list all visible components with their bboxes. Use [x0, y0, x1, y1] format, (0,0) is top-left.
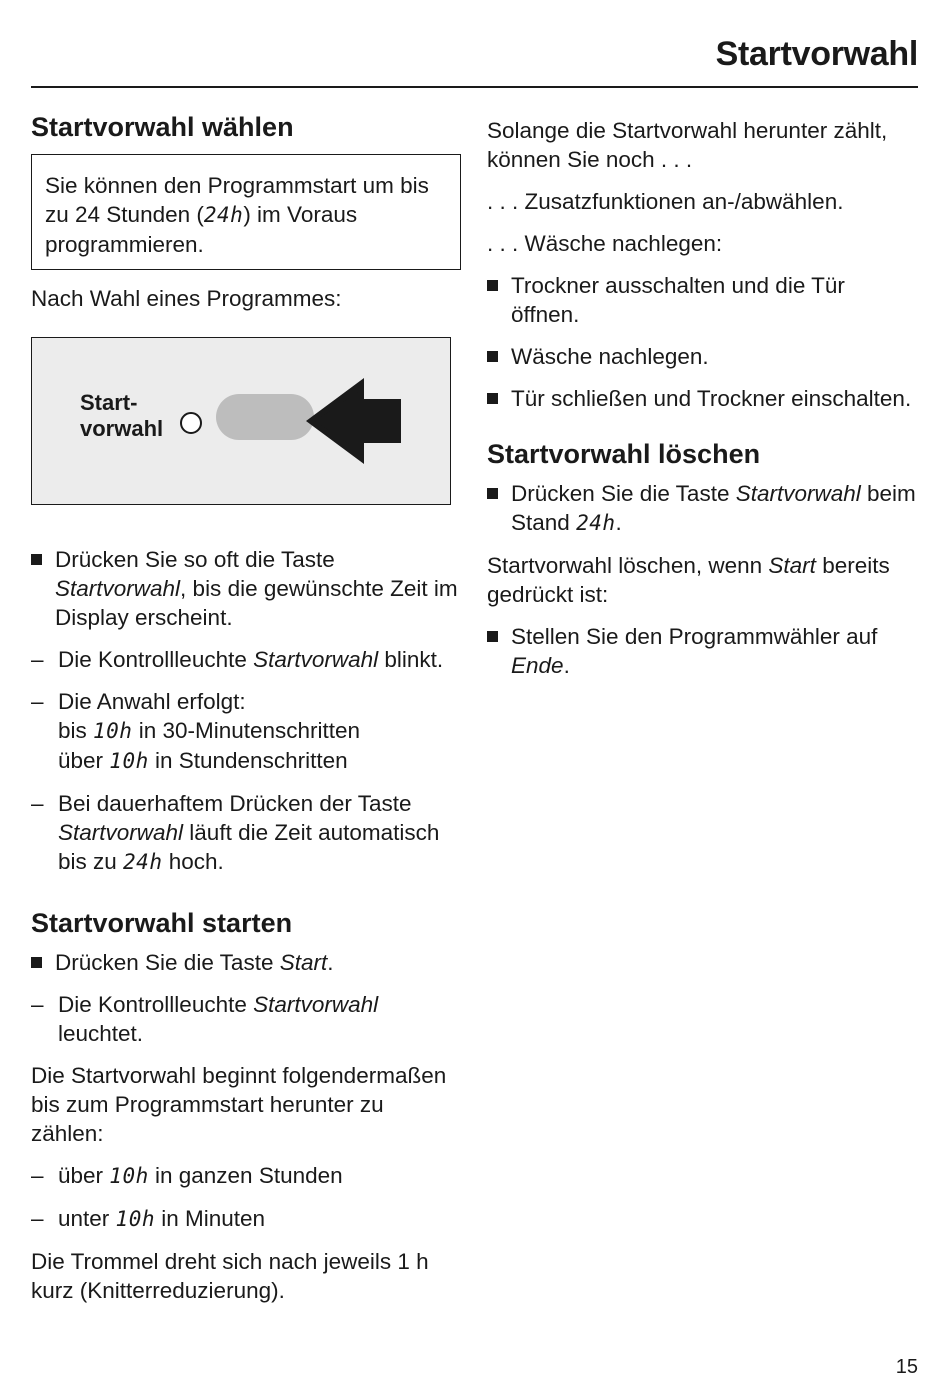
body-text: . . . Zusatzfunktionen an-/abwählen. — [487, 189, 844, 214]
list-item: Trockner ausschalten und die Tür öffnen. — [487, 271, 919, 329]
page-header — [31, 28, 918, 88]
page-title: Startvorwahl — [715, 35, 918, 73]
page-number: 15 — [895, 1356, 918, 1378]
body-text: Startvorwahl löschen, wenn Start bereits gedrückt ist: — [487, 553, 890, 607]
list-item: – Bei dauerhaftem Drücken der Taste Startvorwahl läuft die Zeit automatisch bis zu 24h hoch. — [31, 789, 461, 877]
list-item: Drücken Sie die Taste Startvorwahl beim Stand 24h. — [487, 479, 919, 538]
info-box-text: Sie können den Programmstart um bis zu 24 Stunden (24h) im Voraus programmieren. — [45, 173, 429, 257]
intro-text: Nach Wahl eines Programmes: — [31, 286, 342, 311]
body-text: Solange die Startvorwahl herunter zählt, können Sie noch . . . — [487, 118, 888, 172]
section-heading-delete: Startvorwahl löschen — [487, 439, 761, 469]
list-item: – unter 10h in Minuten — [31, 1204, 461, 1234]
display-code: 10h — [109, 749, 149, 773]
list-item: – Die Kontrollleuchte Startvorwahl leuchtet. — [31, 990, 461, 1048]
list-item: – Die Kontrollleuchte Startvorwahl blinkt. — [31, 645, 461, 674]
list-item: Stellen Sie den Programmwähler auf Ende. — [487, 622, 919, 680]
list-item: – über 10h in ganzen Stunden — [31, 1161, 461, 1191]
section-heading-start: Startvorwahl starten — [31, 908, 293, 938]
list-item: Drücken Sie so oft die Taste Startvorwahl, bis die gewünschte Zeit im Display erscheint. — [31, 545, 461, 632]
display-code: 10h — [109, 1164, 149, 1188]
display-code: 10h — [93, 719, 133, 743]
right-column — [487, 116, 919, 680]
display-code: 24h — [203, 203, 244, 227]
left-column — [31, 110, 461, 1305]
startvorwahl-label: Start- vorwahl — [80, 390, 164, 441]
body-text: Die Startvorwahl beginnt folgendermaßen bis zum Programmstart herunter zu zählen: — [31, 1063, 447, 1146]
list-item: Tür schließen und Trockner einschalten. — [487, 384, 919, 413]
display-code: 24h — [576, 511, 616, 535]
indicator-light-icon — [180, 412, 202, 434]
section-heading-select: Startvorwahl wählen — [31, 112, 294, 142]
pointing-arrow-icon — [302, 376, 402, 466]
body-text: Die Trommel dreht sich nach jeweils 1 h kurz (Knitterreduzierung). — [31, 1249, 429, 1303]
list-item: Wäsche nachlegen. — [487, 342, 919, 371]
body-text: . . . Wäsche nachlegen: — [487, 231, 723, 256]
control-panel-figure — [31, 337, 451, 505]
list-item: Drücken Sie die Taste Start. — [31, 948, 461, 977]
info-box — [31, 154, 461, 270]
display-code: 10h — [115, 1207, 155, 1231]
display-code: 24h — [123, 850, 163, 874]
startvorwahl-button — [216, 394, 314, 440]
list-item: – Die Anwahl erfolgt: bis 10h in 30-Minutenschritten über 10h in Stundenschritten — [31, 687, 461, 776]
